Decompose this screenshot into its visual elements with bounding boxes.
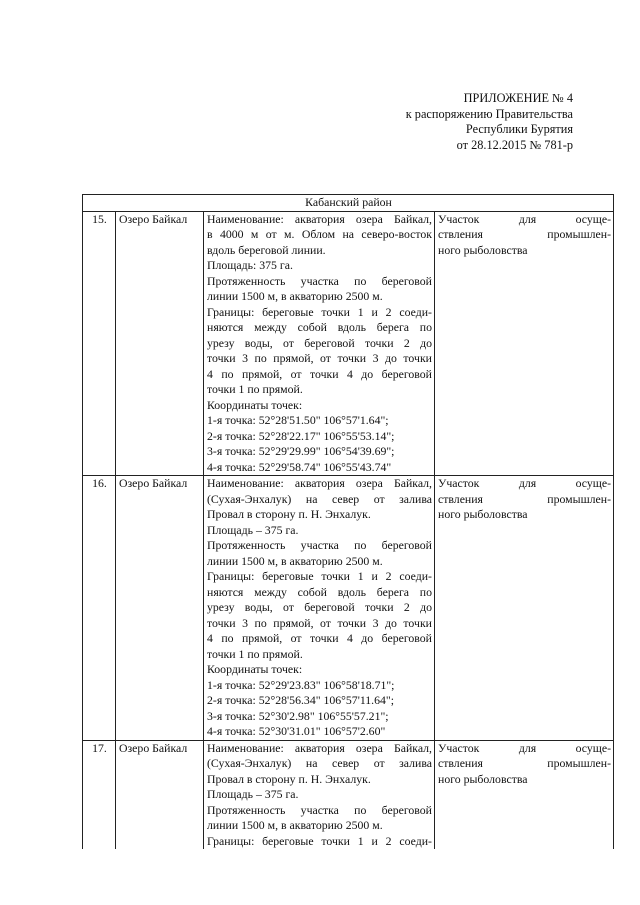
area-description [204, 476, 435, 741]
description-line: линии 1500 м, в акваторию 2500 м. [207, 289, 383, 303]
description-line: Площадь: 375 га. [207, 258, 293, 272]
appendix-order-ref: к распоряжению Правительства [405, 106, 573, 121]
description-line: точки 1 по прямой. [207, 382, 303, 396]
district-row [83, 195, 614, 212]
description-line: Провал в сторону п. Н. Энхалук. [207, 771, 371, 786]
coordinate-line: 2-я точка: 52°28'22.17" 106°55'53.14"; [207, 428, 395, 443]
purpose-line: Участок для осуще- [438, 211, 612, 226]
description-line: вдоль береговой линии. [207, 242, 326, 257]
table-row [83, 740, 614, 849]
table-row [83, 476, 614, 741]
water-body-name: Озеро Байкал [116, 476, 204, 741]
row-number: 15. [83, 211, 116, 476]
description-line: урезу воды, от береговой точки 2 до [207, 335, 432, 350]
appendix-republic: Республики Бурятия [465, 122, 573, 136]
area-description [204, 740, 435, 849]
description-line: (Сухая-Энхалук) на север от залива [207, 491, 432, 506]
purpose-line: ного рыболовства [438, 771, 528, 786]
purpose-line: ствления промышлен- [438, 227, 612, 241]
area-description [204, 211, 435, 476]
appendix-title: ПРИЛОЖЕНИЕ № 4 [463, 91, 573, 105]
area-purpose [435, 476, 614, 741]
description-line: Координаты точек: [207, 397, 303, 412]
coordinate-line: 2-я точка: 52°28'56.34" 106°57'11.64"; [207, 693, 395, 707]
description-line: Границы: береговые точки 1 и 2 соеди- [207, 304, 432, 319]
appendix-date-number: от 28.12.2015 № 781-р [456, 137, 573, 152]
purpose-line: Участок для осуще- [438, 740, 612, 755]
description-line: Протяженность участка по береговой [207, 802, 432, 817]
water-body-name: Озеро Байкал [116, 211, 204, 476]
description-line: 4 по прямой, от точки 4 до береговой [207, 631, 432, 645]
description-line: точки 3 по прямой, от точки 3 до точки [207, 351, 432, 365]
description-line: (Сухая-Энхалук) на север от залива [207, 756, 432, 770]
description-line: Наименование: акватория озера Байкал, [207, 740, 432, 755]
description-line: няются между собой вдоль берега по [207, 320, 432, 334]
coordinate-line: 3-я точка: 52°30'2.98" 106°55'57.21"; [207, 708, 389, 723]
description-line: Наименование: акватория озера Байкал, [207, 211, 432, 226]
description-line: 4 по прямой, от точки 4 до береговой [207, 366, 432, 381]
purpose-line: ного рыболовства [438, 507, 528, 521]
description-line: няются между собой вдоль берега по [207, 584, 432, 599]
row-number: 16. [83, 476, 116, 741]
description-line: Провал в сторону п. Н. Энхалук. [207, 507, 371, 521]
area-purpose [435, 740, 614, 849]
water-body-name: Озеро Байкал [116, 740, 204, 849]
description-line: точки 1 по прямой. [207, 646, 303, 661]
purpose-line: ного рыболовства [438, 242, 528, 257]
coordinate-line: 1-я точка: 52°28'51.50" 106°57'1.64"; [207, 413, 389, 427]
coordinate-line: 3-я точка: 52°29'29.99" 106°54'39.69"; [207, 444, 395, 458]
description-line: урезу воды, от береговой точки 2 до [207, 600, 432, 614]
coordinate-line: 4-я точка: 52°30'31.01" 106°57'2.60" [207, 724, 386, 738]
coordinate-line: 1-я точка: 52°29'23.83" 106°58'18.71"; [207, 677, 395, 692]
description-line: Границы: береговые точки 1 и 2 соеди- [207, 569, 432, 583]
purpose-line: ствления промышлен- [438, 756, 612, 770]
description-line: Площадь – 375 га. [207, 522, 299, 537]
description-line: линии 1500 м, в акваторию 2500 м. [207, 818, 383, 832]
description-line: Координаты точек: [207, 662, 303, 676]
description-line: в 4000 м от м. Облом на северо-восток [207, 227, 432, 241]
appendix-header [406, 91, 573, 153]
description-line: Площадь – 375 га. [207, 787, 299, 801]
district-name: Кабанский район [83, 195, 614, 212]
purpose-line: Участок для осуще- [438, 476, 612, 490]
description-line: точки 3 по прямой, от точки 3 до точки [207, 615, 432, 630]
description-line: Границы: береговые точки 1 и 2 соеди- [207, 833, 432, 848]
description-line: линии 1500 м, в акваторию 2500 м. [207, 553, 383, 568]
description-line: Протяженность участка по береговой [207, 273, 432, 288]
description-line: Наименование: акватория озера Байкал, [207, 476, 432, 490]
table-row [83, 211, 614, 476]
area-purpose [435, 211, 614, 476]
description-line: Протяженность участка по береговой [207, 538, 432, 552]
fishing-areas-table [82, 194, 614, 849]
coordinate-line: 4-я точка: 52°29'58.74" 106°55'43.74" [207, 459, 392, 474]
purpose-line: ствления промышлен- [438, 491, 612, 506]
row-number: 17. [83, 740, 116, 849]
